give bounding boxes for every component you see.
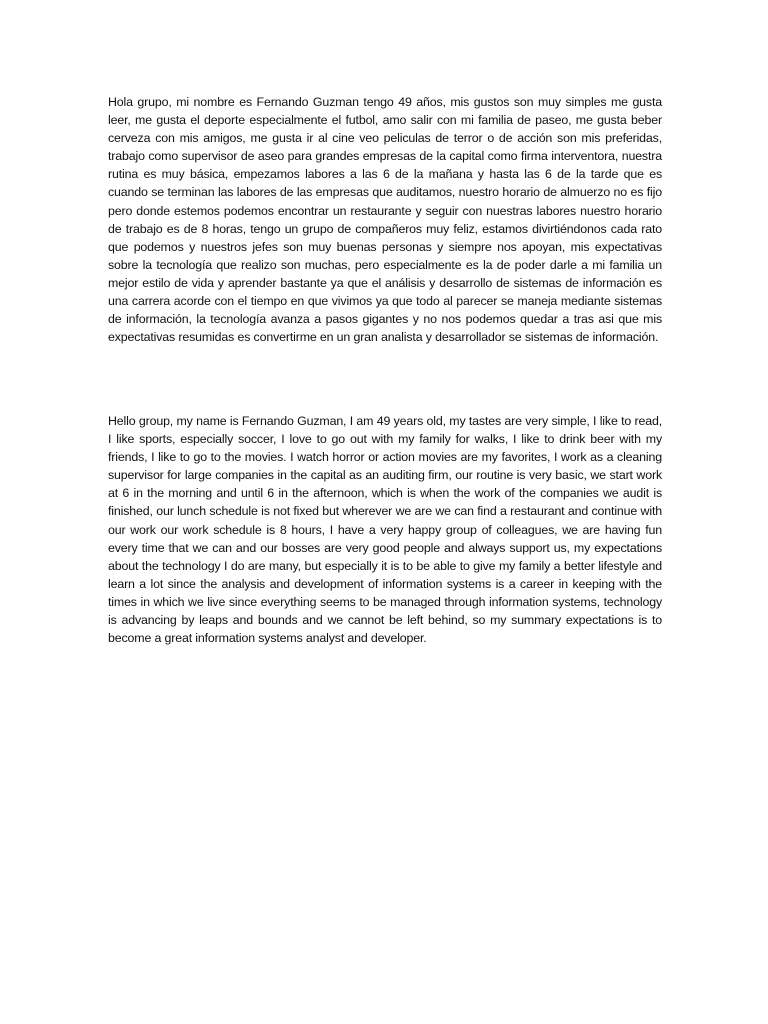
english-paragraph: Hello group, my name is Fernando Guzman, I am 49 years old, my tastes are very simple, I like to read, I like sports, especially soccer, I love to go out with my family for walks, I like to drink beer with my friends, I like to go to the movies. I watch horror or action movies are my favorites, I work as a cleaning supervisor for large companies in the capital as an auditing firm, our routine is very basic, we start work at 6 in the morning and until 6 in the afternoon, which is when the work of the companies we audit is finished, our lunch schedule is not fixed but wherever we are we can find a restaurant and continue with our work our work schedule is 8 hours, I have a very happy group of colleagues, we are having fun every time that we can and our bosses are very good people and always support us, my expectations about the technology I do are many, but especially it is to be able to give my family a better lifestyle and learn a lot since the analysis and development of information systems is a career in keeping with the times in which we live since everything seems to be managed through information systems, technology is advancing by leaps and bounds and we cannot be left behind, so my summary expectations is to become a great information systems analyst and developer.	[108, 414, 662, 646]
spanish-paragraph: Hola grupo, mi nombre es Fernando Guzman tengo 49 años, mis gustos son muy simples me gusta leer, me gusta el deporte especialmente el futbol, amo salir con mi familia de paseo, me gusta beber cerveza con mis amigos, me gusta ir al cine veo peliculas de terror o de acción son mis preferidas, trabajo como supervisor de aseo para grandes empresas de la capital como firma interventora, nuestra rutina es muy básica, empezamos labores a las 6 de la mañana y hasta las 6 de la tarde que es cuando se terminan las labores de las empresas que auditamos, nuestro horario de almuerzo no es fijo pero donde estemos podemos encontrar un restaurante y seguir con nuestras labores nuestro horario de trabajo es de 8 horas, tengo un grupo de compañeros muy feliz, estamos divirtiéndonos cada rato que podemos y nuestros jefes son muy buenas personas y siempre nos apoyan, mis expectativas sobre la tecnología que realizo son muchas, pero especialmente es la de poder darle a mi familia un mejor estilo de vida y aprender bastante ya que el análisis y desarrollo de sistemas de información es una carrera acorde con el tiempo en que vivimos ya que todo al parecer se maneja mediante sistemas de información, la tecnología avanza a pasos gigantes y no nos podemos quedar a tras asi que mis expectativas resumidas es convertirme en un gran analista y desarrollador se sistemas de información.	[108, 95, 662, 345]
